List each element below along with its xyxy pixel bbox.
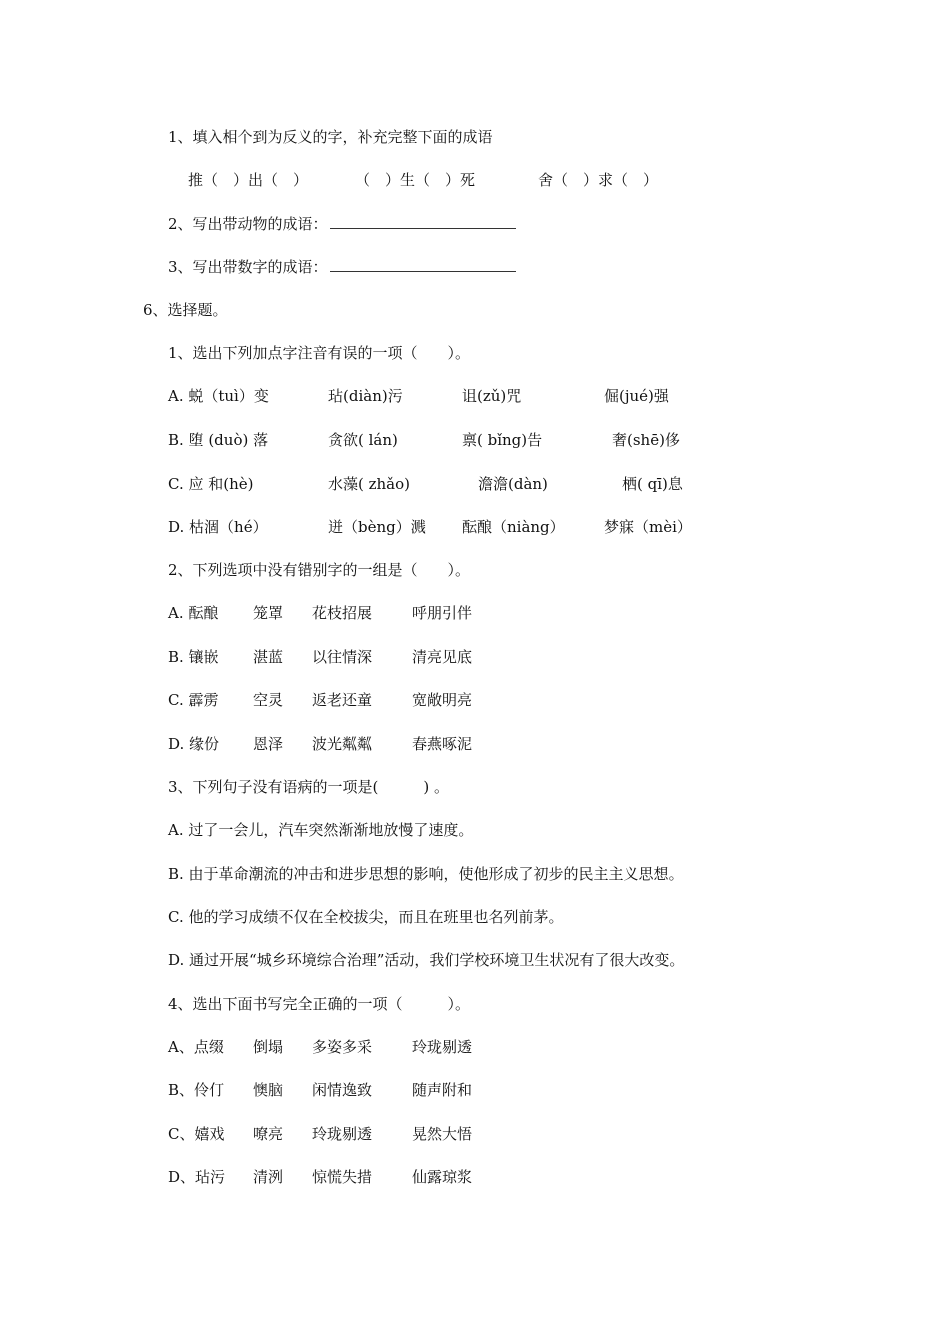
option-cell: 湛蓝	[253, 648, 284, 666]
idiom-2: （ ）生（ ）死	[355, 171, 476, 189]
q6-title: 6、选择题。	[143, 301, 228, 319]
q6-3-option-b: B. 由于革命潮流的冲击和进步思想的影响，使他形成了初步的民主主义思想。	[168, 865, 684, 883]
q6-3-option-a: A. 过了一会儿，汽车突然渐渐地放慢了速度。	[168, 821, 474, 839]
option-cell: 以往情深	[312, 648, 373, 666]
answer-blank[interactable]	[330, 214, 516, 229]
option-cell: 迸（bèng）溅	[328, 518, 426, 536]
option-cell: 清洌	[253, 1168, 284, 1186]
option-cell: 懊脑	[253, 1081, 284, 1099]
option-cell: A. 蜕（tuì）变	[168, 387, 269, 405]
option-cell: C、嬉戏	[168, 1125, 225, 1143]
option-cell: 禀( bǐng)告	[462, 431, 543, 449]
q5-item1-text: 1、填入相个到为反义的字，补充完整下面的成语	[168, 128, 493, 146]
option-cell: A. 酝酿	[168, 604, 219, 622]
option-cell: 酝酿（niàng）	[462, 518, 565, 536]
option-cell: 多姿多采	[312, 1038, 373, 1056]
option-cell: B. 镶嵌	[168, 648, 219, 666]
option-cell: 水藻( zhǎo)	[328, 475, 411, 493]
option-cell: 栖( qī)息	[622, 475, 683, 493]
option-cell: 玲珑剔透	[312, 1125, 373, 1143]
option-cell: A、点缀	[168, 1038, 224, 1056]
option-cell: D. 缘份	[168, 735, 220, 753]
option-cell: C. 霹雳	[168, 691, 219, 709]
option-cell: 波光粼粼	[312, 735, 373, 753]
option-cell: 诅(zǔ)咒	[462, 387, 522, 405]
option-cell: 花枝招展	[312, 604, 373, 622]
answer-blank[interactable]	[330, 257, 516, 272]
q6-2-stem: 2、下列选项中没有错别字的一组是（ ）。	[168, 561, 471, 579]
q6-4-stem: 4、选出下面书写完全正确的一项（ ）。	[168, 995, 471, 1013]
idiom-1: 推（ ）出（ ）	[188, 171, 309, 189]
option-cell: 空灵	[253, 691, 284, 709]
q6-3-option-c: C. 他的学习成绩不仅在全校拔尖，而且在班里也名列前茅。	[168, 908, 564, 926]
q5-item2-text: 2、写出带动物的成语：	[168, 215, 328, 233]
q6-3-stem: 3、下列句子没有语病的一项是( ) 。	[168, 778, 450, 796]
option-cell: 澹澹(dàn)	[478, 475, 548, 493]
option-cell: 闲情逸致	[312, 1081, 373, 1099]
option-cell: 恩泽	[253, 735, 284, 753]
option-cell: 惊慌失措	[312, 1168, 373, 1186]
option-cell: 清亮见底	[412, 648, 473, 666]
option-cell: 随声附和	[412, 1081, 473, 1099]
option-cell: 倔(jué)强	[604, 387, 669, 405]
option-cell: 笼罩	[253, 604, 284, 622]
option-cell: 仙露琼浆	[412, 1168, 473, 1186]
option-cell: B. 堕 (duò) 落	[168, 431, 269, 449]
option-cell: 宽敞明亮	[412, 691, 473, 709]
q5-item2	[168, 214, 516, 234]
option-cell: 玷(diàn)污	[328, 387, 403, 405]
q6-1-stem: 1、选出下列加点字注音有误的一项（ ）。	[168, 344, 471, 362]
option-cell: 春燕啄泥	[412, 735, 473, 753]
option-cell: 倒塌	[253, 1038, 284, 1056]
option-cell: D、玷污	[168, 1168, 226, 1186]
q5-item3	[168, 257, 516, 277]
q5-item3-text: 3、写出带数字的成语：	[168, 258, 328, 276]
option-cell: D. 枯涸（hé）	[168, 518, 268, 536]
option-cell: 玲珑剔透	[412, 1038, 473, 1056]
option-cell: 嘹亮	[253, 1125, 284, 1143]
q6-3-option-d: D. 通过开展“城乡环境综合治理”活动，我们学校环境卫生状况有了很大改变。	[168, 951, 685, 969]
option-cell: 贪欲( lán)	[328, 431, 398, 449]
idiom-3: 舍（ ）求（ ）	[538, 171, 659, 189]
option-cell: 梦寐（mèi）	[604, 518, 692, 536]
option-cell: B、伶仃	[168, 1081, 225, 1099]
option-cell: 奢(shē)侈	[612, 431, 680, 449]
option-cell: C. 应 和(hè)	[168, 475, 254, 493]
option-cell: 呼朋引伴	[412, 604, 473, 622]
option-cell: 晃然大悟	[412, 1125, 473, 1143]
option-cell: 返老还童	[312, 691, 373, 709]
